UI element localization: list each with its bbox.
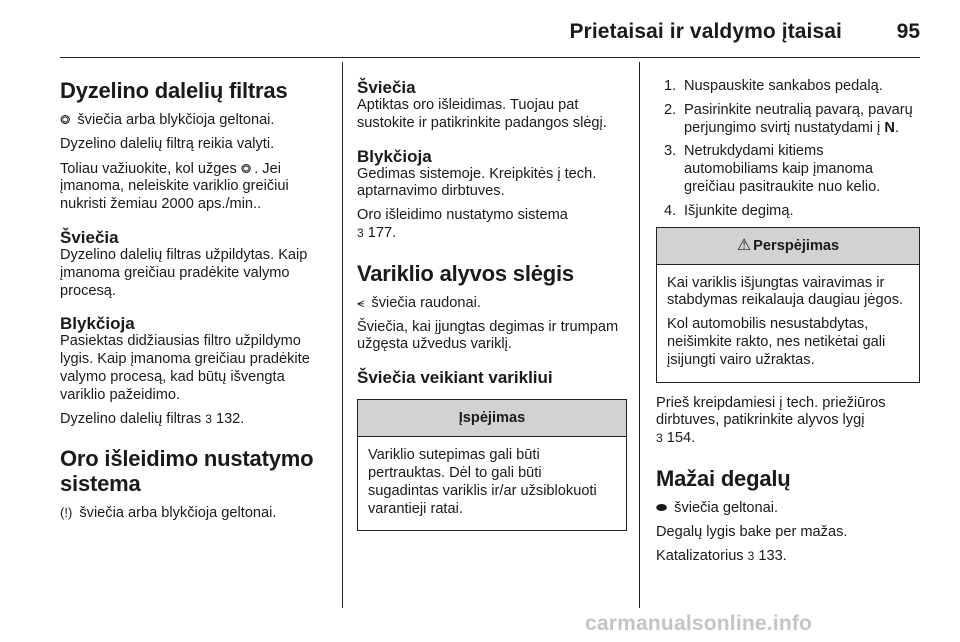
air-release-status-line: (!) šviečia arba blykčioja geltonai.: [60, 505, 277, 522]
list-item: 3. Netrukdydami kitiems automobiliams kaip įmanoma greičiau pasitraukite nuo kelio.: [664, 143, 881, 195]
section-title: Prietaisai ir valdymo įtaisai: [569, 20, 842, 43]
page-ref-arrow: 3: [357, 225, 364, 240]
caution-box-text: Variklio sutepimas gali būti pertrauktas. Dėl to gali būti sugadintas variklis ir/ar užsiblokuoti varantieji ratai.: [368, 447, 597, 517]
dpf-flash-text: Pasiektas didžiausias filtro užpildymo lygis. Kaip įmanoma greičiau pradėkite valymo procesą, kad būtų išvengta variklio pažeidimo.: [60, 333, 310, 403]
fuel-level-text: Degalų lygis bake per mažas.: [656, 523, 848, 540]
oil-pressure-heading: Variklio alyvos slėgis: [357, 260, 574, 286]
watermark: carmanualsonline.info: [585, 612, 813, 635]
dpf-status-line: ⭗ šviečia arba blykčioja geltonai.: [60, 112, 275, 128]
caution-box-title: Įspėjimas: [358, 400, 626, 437]
oil-info-text: Šviečia, kai įjungtas degimas ir trumpam užgęsta užvedus variklį.: [357, 318, 619, 353]
oil-check-text: Prieš kreipdamiesi į tech. priežiūros dirbtuves, patikrinkite alyvos lygį 3 154.: [656, 394, 886, 447]
list-item: 2. Pasirinkite neutralią pavarą, pavarų perjungimo svirtį nustatydami į N.: [664, 101, 913, 136]
page-number: 95: [896, 20, 920, 43]
warning-text-1: Kai variklis išjungtas vairavimas ir stabdymas reikalauja daugiau jėgos.: [667, 274, 904, 309]
dpf-filter-icon: ⭗: [240, 160, 252, 176]
page-header: [0, 0, 960, 58]
warning-triangle-icon: ⚠: [736, 236, 752, 254]
air-lit-text: Aptiktas oro išleidimas. Tuojau pat sustokite ir patikrinkite padangos slėgį.: [357, 97, 607, 131]
page-ref-arrow: 3: [656, 431, 663, 446]
warning-text-2: Kol automobilis nesustabdytas, neišimkite rakto, nes netikėtai gali įsijungti vairo užraktas.: [667, 316, 886, 368]
adblue-indicator-icon: (!): [60, 505, 73, 521]
column-1: [60, 78, 326, 529]
dpf-lit-heading: Šviečia: [60, 227, 119, 247]
dpf-clean-text: Dyzelino dalelių filtrą reikia valyti.: [60, 135, 275, 152]
oil-status-line: ⪪ šviečia raudonai.: [357, 294, 481, 311]
page-ref-arrow: 3: [205, 411, 212, 426]
oil-running-heading: Šviečia veikiant varikliui: [357, 368, 553, 388]
column-3: [656, 78, 920, 571]
dpf-lit-text: Dyzelino dalelių filtras užpildytas. Kaip įmanoma greičiau pradėkite valymo procesą.: [60, 246, 308, 299]
column-divider-right: [639, 62, 640, 608]
fuel-status-line: ⬬ šviečia geltonai.: [656, 499, 779, 516]
steps-list: [656, 78, 920, 221]
low-fuel-heading: Mažai degalų: [656, 465, 791, 491]
column-divider-left: [342, 62, 343, 608]
air-flash-heading: Blykčioja: [357, 146, 432, 166]
warning-box: [656, 227, 920, 383]
dpf-filter-icon: ⭗: [60, 112, 71, 127]
dpf-heading: Dyzelino dalelių filtras: [60, 78, 288, 103]
header-rule: [60, 57, 920, 58]
dpf-flash-heading: Blykčioja: [60, 314, 135, 334]
column-2: [357, 78, 627, 531]
list-item: 1. Nuspauskite sankabos pedalą.: [664, 78, 883, 94]
air-page-ref: Oro išleidimo nustatymo sistema 3 177.: [357, 207, 568, 241]
list-item: 4. Išjunkite degimą.: [664, 202, 794, 219]
air-release-heading: Oro išleidimo nustatymo sistema: [60, 446, 314, 497]
page-ref-arrow: 3: [747, 548, 755, 563]
dpf-page-ref: Dyzelino dalelių filtras 3 132.: [60, 410, 245, 427]
catalyst-ref: Katalizatorius 3 133.: [656, 547, 787, 564]
air-flash-text: Gedimas sistemoje. Kreipkitės į tech. aptarnavimo dirbtuves.: [357, 165, 597, 200]
air-lit-heading: Šviečia: [357, 78, 416, 97]
fuel-low-dot-icon: ⬬: [656, 499, 668, 515]
warning-box-title: ⚠ Perspėjimas: [657, 228, 919, 265]
caution-box: [357, 399, 627, 531]
dpf-drive-text: Toliau važiuokite, kol užges ⭗ . Jei įmanoma, neleiskite variklio greičiui nukristi žemiau 2000 aps./min..: [60, 160, 289, 213]
oil-can-icon: ⪪: [357, 294, 365, 310]
